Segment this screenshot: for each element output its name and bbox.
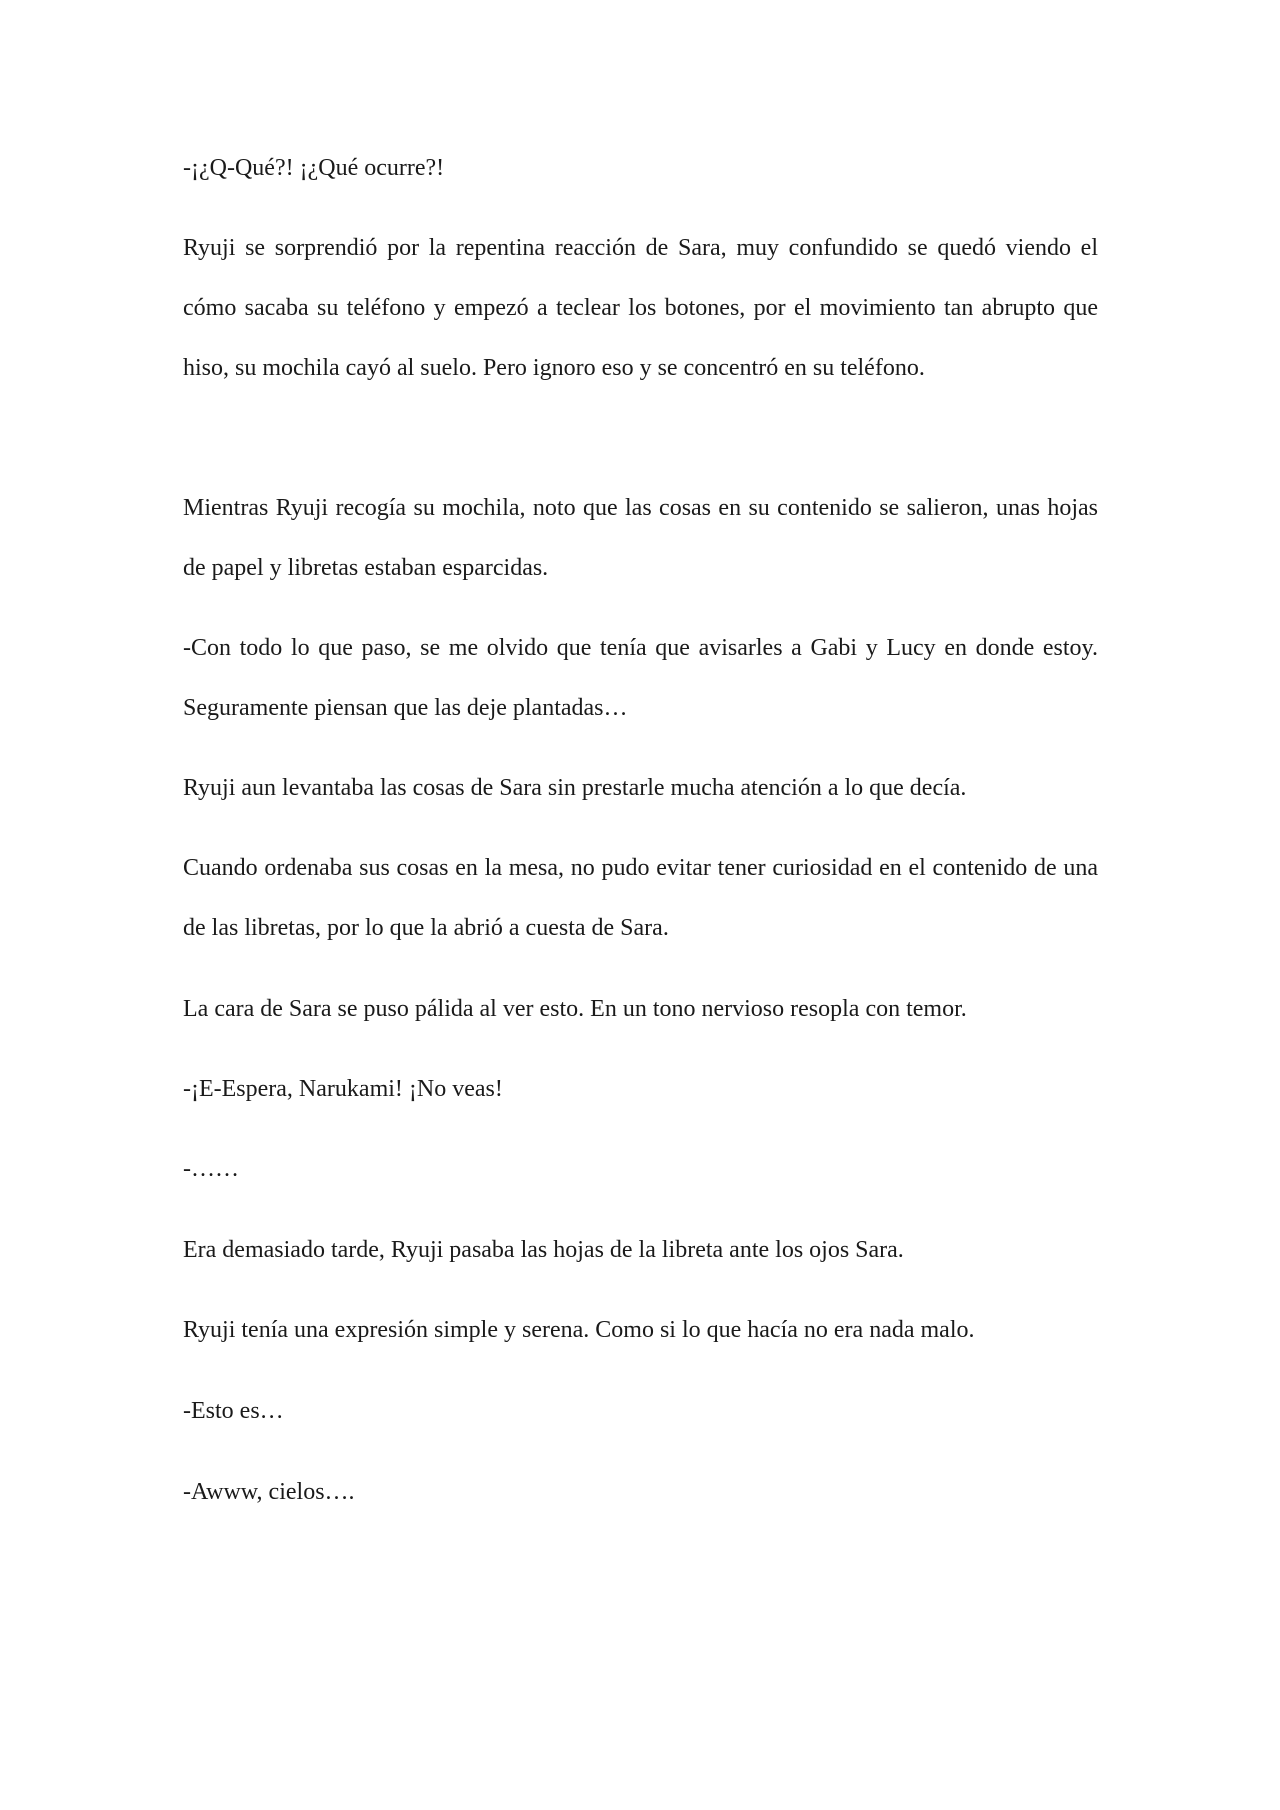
paragraph-7: La cara de Sara se puso pálida al ver esto. En un tono nervioso resopla con temor.	[183, 996, 967, 1022]
paragraph-9: -……	[183, 1156, 239, 1182]
paragraph-10: Era demasiado tarde, Ryuji pasaba las hojas de la libreta ante los ojos Sara.	[183, 1237, 904, 1263]
paragraph-12: -Esto es…	[183, 1398, 284, 1424]
paragraph-2: Ryuji se sorprendió por la repentina reacción de Sara, muy confundido se quedó viendo el cómo sacaba su teléfono y empezó a teclear los botones, por el movimiento tan abrupto que hiso, su mochila cayó al suelo. Pero ignoro eso y se concentró en su teléfono.	[183, 235, 1098, 381]
paragraph-8: -¡E-Espera, Narukami! ¡No veas!	[183, 1076, 503, 1102]
paragraph-1: -¡¿Q-Qué?! ¡¿Qué ocurre?!	[183, 155, 445, 181]
paragraph-11: Ryuji tenía una expresión simple y serena. Como si lo que hacía no era nada malo.	[183, 1317, 975, 1343]
paragraph-3: Mientras Ryuji recogía su mochila, noto que las cosas en su contenido se salieron, unas hojas de papel y libretas estaban esparcidas.	[183, 495, 1098, 581]
paragraph-5: Ryuji aun levantaba las cosas de Sara sin prestarle mucha atención a lo que decía.	[183, 775, 967, 801]
paragraph-6: Cuando ordenaba sus cosas en la mesa, no pudo evitar tener curiosidad en el contenido de una de las libretas, por lo que la abrió a cuesta de Sara.	[183, 855, 1098, 941]
paragraph-4: -Con todo lo que paso, se me olvido que tenía que avisarles a Gabi y Lucy en donde estoy. Seguramente piensan que las deje plantadas…	[183, 635, 1098, 721]
paragraph-13: -Awww, cielos….	[183, 1479, 355, 1505]
